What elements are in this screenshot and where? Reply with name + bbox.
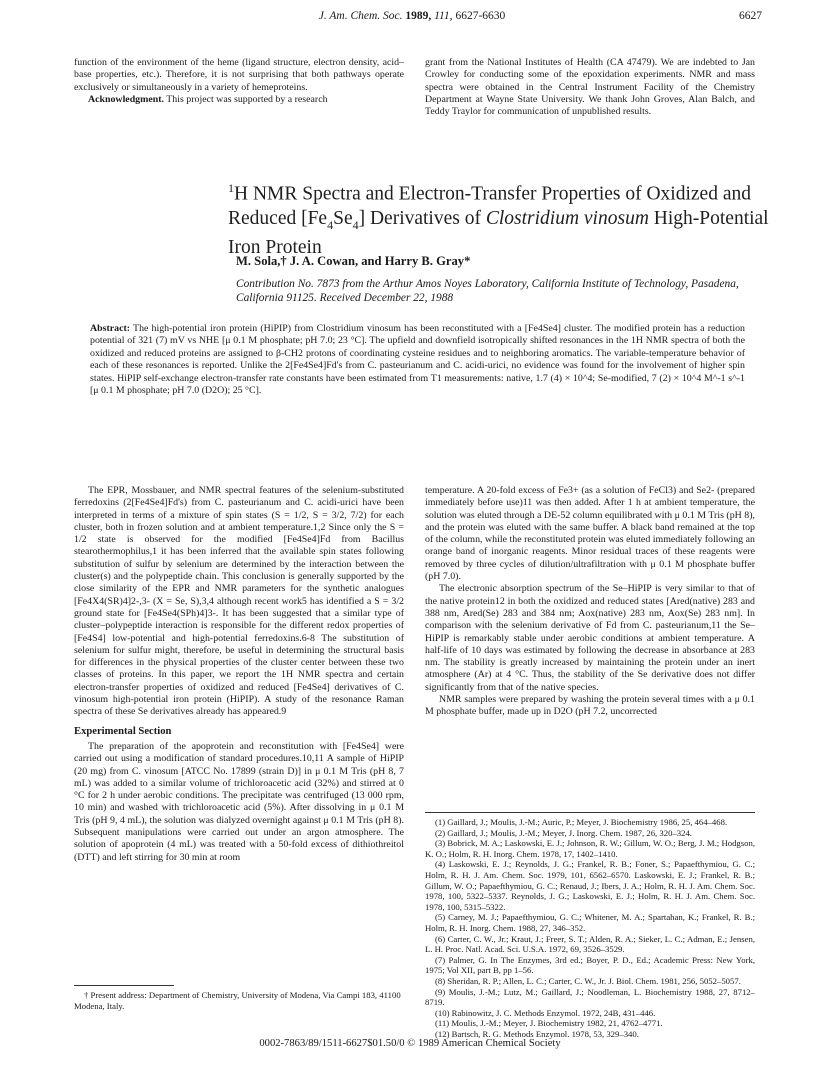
- reference-item: (12) Bartsch, R. G. Methods Enzymol. 1978, 53, 329–340.: [435, 1028, 639, 1039]
- reference-item: (4) Laskowski, E. J.; Reynolds, J. G.; Frankel, R. B.; Foner, S.; Papaefthymiou, G. C.; Holm, R. H. J. Am. Chem. Soc. 1979, 101, 6562–6570. Laskowski, E. J.; Frankel, R. B.; Gillum, W. O.; Papaefthymiou, G. C.; Renaud, J.; Ibers, J. A.; Holm, R. H. J. Am. Chem. Soc. 1978, 100, 5322–5337. Reynolds, J. G.; Laskowski, E. J.; Holm, R. H. J. Am. Chem. Soc. 1978, 100, 5315–5322.: [425, 859, 755, 912]
- title-part-2: ] Derivatives of: [358, 207, 486, 229]
- body-left-column: [74, 485, 404, 864]
- previous-article-left-column: [74, 57, 404, 106]
- page-number: 6627: [739, 10, 762, 22]
- acknowledgment-text: This project was supported by a research: [163, 93, 328, 105]
- journal-year: 1989,: [405, 10, 432, 22]
- previous-article-paragraph: function of the environment of the heme (ligand structure, electron density, acid–base properties, etc.). Therefore, it is not surprising that both pathways operate exclusively or simultaneously in a variety of hemeproteins.: [74, 57, 404, 93]
- reference-item: (1) Gaillard, J.; Moulis, J.-M.; Auric, P.; Meyer, J. Biochemistry 1986, 25, 464–468.: [435, 817, 728, 827]
- body-paragraph-3: NMR samples were prepared by washing the protein several times with a μ 0.1 M phosphate buffer, made up in D2O (pH 7.2, uncorrected: [425, 694, 755, 718]
- title-subscript-b: 4: [352, 217, 359, 232]
- previous-article-right-column: [425, 57, 755, 118]
- journal-pages: 6627-6630: [455, 10, 506, 22]
- body-right-column: [425, 485, 755, 719]
- references-rule: [425, 812, 755, 813]
- footnote-text: † Present address: Department of Chemistry, University of Modena, Via Campi 183, 41100 Modena, Italy.: [74, 990, 401, 1011]
- title-genus: Clostridium vinosum: [485, 207, 649, 229]
- title-subscript-a: 4: [327, 217, 334, 232]
- acknowledgment-label: Acknowledgment.: [88, 93, 164, 105]
- body-paragraph-1: temperature. A 20-fold excess of Fe3+ (as a solution of FeCl3) and Se2- (prepared immediately before use)11 was then added. After 1 h at ambient temperature, the solution was eluted through a DE-52 column equilibrated with μ 0.1 M Tris (pH 8), and the protein was eluted with the same buffer. A black band remained at the top of the column, while the reconstituted protein was eluted immediately following an orange band of inorganic reagents. Minor residual traces of these reagents were removed by three cycles of dilution/ultrafiltration with μ 0.1 M phosphate buffer (pH 7.0).: [425, 485, 755, 583]
- journal-volume: 111,: [434, 10, 453, 22]
- footnote-rule: [74, 985, 174, 986]
- reference-item: (3) Bobrick, M. A.; Laskowski, E. J.; Johnson, R. W.; Gillum, W. O.; Berg, J. M.; Hodgson, K. O.; Holm, R. H. Inorg. Chem. 1978, 17, 1402–1410.: [425, 838, 755, 859]
- page-footer: 0002-7863/89/1511-6627$01.50/0 © 1989 American Chemical Society: [259, 1038, 561, 1049]
- acknowledgment: [74, 94, 404, 106]
- references: [425, 812, 755, 1039]
- running-header: [62, 10, 762, 28]
- title-part-1: H NMR Spectra and Electron-Transfer Properties of Oxidized and Reduced [Fe: [228, 183, 751, 229]
- abstract: [90, 323, 745, 397]
- reference-item: (8) Sheridan, R. P.; Allen, L. C.; Carter, C. W., Jr. J. Biol. Chem. 1981, 256, 5052–5057.: [435, 975, 741, 986]
- reference-item: (10) Rabinowitz, J. C. Methods Enzymol. 1972, 24B, 431–446.: [435, 1007, 656, 1018]
- author-footnote: [74, 985, 404, 1012]
- reference-item: (6) Carter, C. W., Jr.; Kraut, J.; Freer, S. T.; Alden, R. A.; Sieker, L. C.; Adman, E.; Jensen, L. H. Proc. Natl. Acad. Sci. U.S.A. 1972, 69, 3526–3529.: [425, 933, 755, 955]
- reference-item: (7) Palmer, G. In The Enzymes, 3rd ed.; Boyer, P. D., Ed.; Academic Press: New York, 1975; Vol XII, part B, pp 1–56.: [425, 954, 755, 976]
- journal-name: J. Am. Chem. Soc.: [318, 10, 403, 22]
- abstract-text: The high-potential iron protein (HiPIP) from Clostridium vinosum has been reconstituted with a [Fe4Se4] cluster. The modified protein has a reduction potential of 321 (7) mV vs NHE [μ 0.1 M phosphate; pH 7.0; 23 °C]. The upfield and downfield isotropically shifted resonances in the 1H NMR spectra of both the oxidized and reduced proteins are assigned to β-CH2 protons of coordinating cysteine residues and to neighboring aromatics. The variable-temperature behavior of each of these resonances is reported. Unlike the 2[Fe4Se4]Fd's from C. pasteurianum and C. acidi-urici, no evidence was found for the involvement of higher spin states. HiPIP self-exchange electron-transfer rate constants have been estimated from T1 measurements: native, 1.7 (4) × 10^4; Se-modified, 7 (2) × 10^4 M^-1 s^-1 [μ 0.1 M phosphate; pH 7.0 (D2O); 25 °C].: [90, 323, 745, 397]
- article-title: [228, 176, 788, 260]
- section-heading: Experimental Section: [74, 725, 172, 737]
- experimental-paragraph: The preparation of the apoprotein and reconstitution with [Fe4Se4] were carried out using a modification of standard procedures.10,11 A sample of HiPIP (20 mg) from C. vinosum [ATCC No. 17899 (strain D)] in μ 0.1 M Tris (pH 8, 7 mL) was added to a similar volume of trichloroacetic acid (32%) and stirred at 0 °C for 2 h under aerobic conditions. The precipitate was centrifuged (13 000 rpm, 10 min) and washed with trichloroacetic acid (5%). After dissolving in μ 0.1 M Tris (pH 9, 4 mL), the solution was dialyzed overnight against μ 0.1 M Tris (pH 8). Subsequent manipulations were carried out under an argon atmosphere. The solution of apoprotein (4 mL) was treated with a 50-fold excess of dithiothreitol (DTT) and left stirring for 30 min at room: [74, 740, 404, 863]
- title-part-3: High-Potential Iron Protein: [228, 207, 769, 259]
- contribution-line: Contribution No. 7873 from the Arthur Amos Noyes Laboratory, California Institute of Technology, Pasadena, California 91125. Received December 22, 1988: [236, 278, 739, 304]
- reference-item: (9) Moulis, J.-M.; Lutz, M.; Gaillard, J.; Noodleman, L. Biochemistry 1988, 27, 8712–8719.: [425, 986, 755, 1008]
- journal-citation: [62, 10, 762, 22]
- abstract-label: Abstract:: [90, 323, 131, 334]
- title-superscript: 1: [228, 181, 234, 195]
- title-se: Se: [333, 207, 353, 229]
- reference-item: (5) Carney, M. J.; Papaefthymiou, G. C.; Whitener, M. A.; Spartahan, K.; Frankel, R. B.; Holm, R. H. Inorg. Chem. 1988, 27, 346–352.: [425, 912, 755, 933]
- body-paragraph-2: The electronic absorption spectrum of the Se–HiPIP is very similar to that of the native protein12 in both the oxidized and reduced states [Ared(native) 283 and 388 nm, Ared(Se) 283 and 384 nm; Aox(native) 283 nm, Aox(Se) 283 nm]. In comparison with the selenium derivative of Fd from C. pasteurianum,11 the Se–HiPIP is remarkably stable under aerobic conditions at ambient temperature. A half-life of 10 days was estimated by following the decrease in absorbance at 283 nm. The stability is greatly increased by maintaining the protein under an inert atmosphere (Ar) at 4 °C. Thus, the stability of the Se derivative does not differ significantly from that of the native species.: [425, 583, 755, 693]
- introduction-paragraph: The EPR, Mossbauer, and NMR spectral features of the selenium-substituted ferredoxins (2[Fe4Se4]Fd's) from C. pasteurianum and C. acidi-urici have been interpreted in terms of a mixture of spin states (S = 1/2, S = 3/2, 7/2) for each cluster, both in frozen solution and at ambient temperature.1,2 Since only the S = 1/2 state is observed for the modified [Fe4Se4]Fd from Bacillus stearothermophilus,1 it has been inferred that the available spin states following substitution of sulfur by selenium are determined by the interaction between the cluster(s) and the polypeptide chain. This conclusion is generally supported by the close similarity of the EPR and NMR parameters for the synthetic analogues [Fe4X4(SR)4]2-,3- (X = Se, S),3,4 although recent work5 has identified a S = 3/2 ground state for [Fe4Se4(SPh)4]3-. It has been suggested that a similar type of cluster–polypeptide interaction is responsible for the different redox properties of [Fe4S4] low-potential and high-potential ferredoxins.6-8 The substitution of selenium for sulfur might, therefore, be useful in determining the structural basis for differences in the physical properties of the cluster center between these two classes of proteins. In this paper, we report the 1H NMR spectra and certain electron-transfer properties of oxidized and reduced [Fe4Se4] derivatives of C. vinosum high-potential iron protein (HiPIP). A study of the resonance Raman spectra of these Se derivatives already has appeared.9: [74, 485, 404, 718]
- author-list: M. Sola,† J. A. Cowan, and Harry B. Gray*: [236, 254, 471, 268]
- reference-item: (11) Moulis, J.-M.; Meyer, J. Biochemistry 1982, 21, 4762–4771.: [435, 1018, 663, 1029]
- reference-item: (2) Gaillard, J.; Moulis, J.-M.; Meyer, J. Inorg. Chem. 1987, 26, 320–324.: [435, 827, 692, 838]
- acknowledgment-continued: grant from the National Institutes of Health (CA 47479). We are indebted to Jan Crowley for conducting some of the epoxidation experiments. NMR and mass spectra were obtained in the Central Instrument Facility of the Chemistry Department at Wayne State University. We thank John Groves, Alan Balch, and Teddy Traylor for communication of unpublished results.: [425, 57, 755, 118]
